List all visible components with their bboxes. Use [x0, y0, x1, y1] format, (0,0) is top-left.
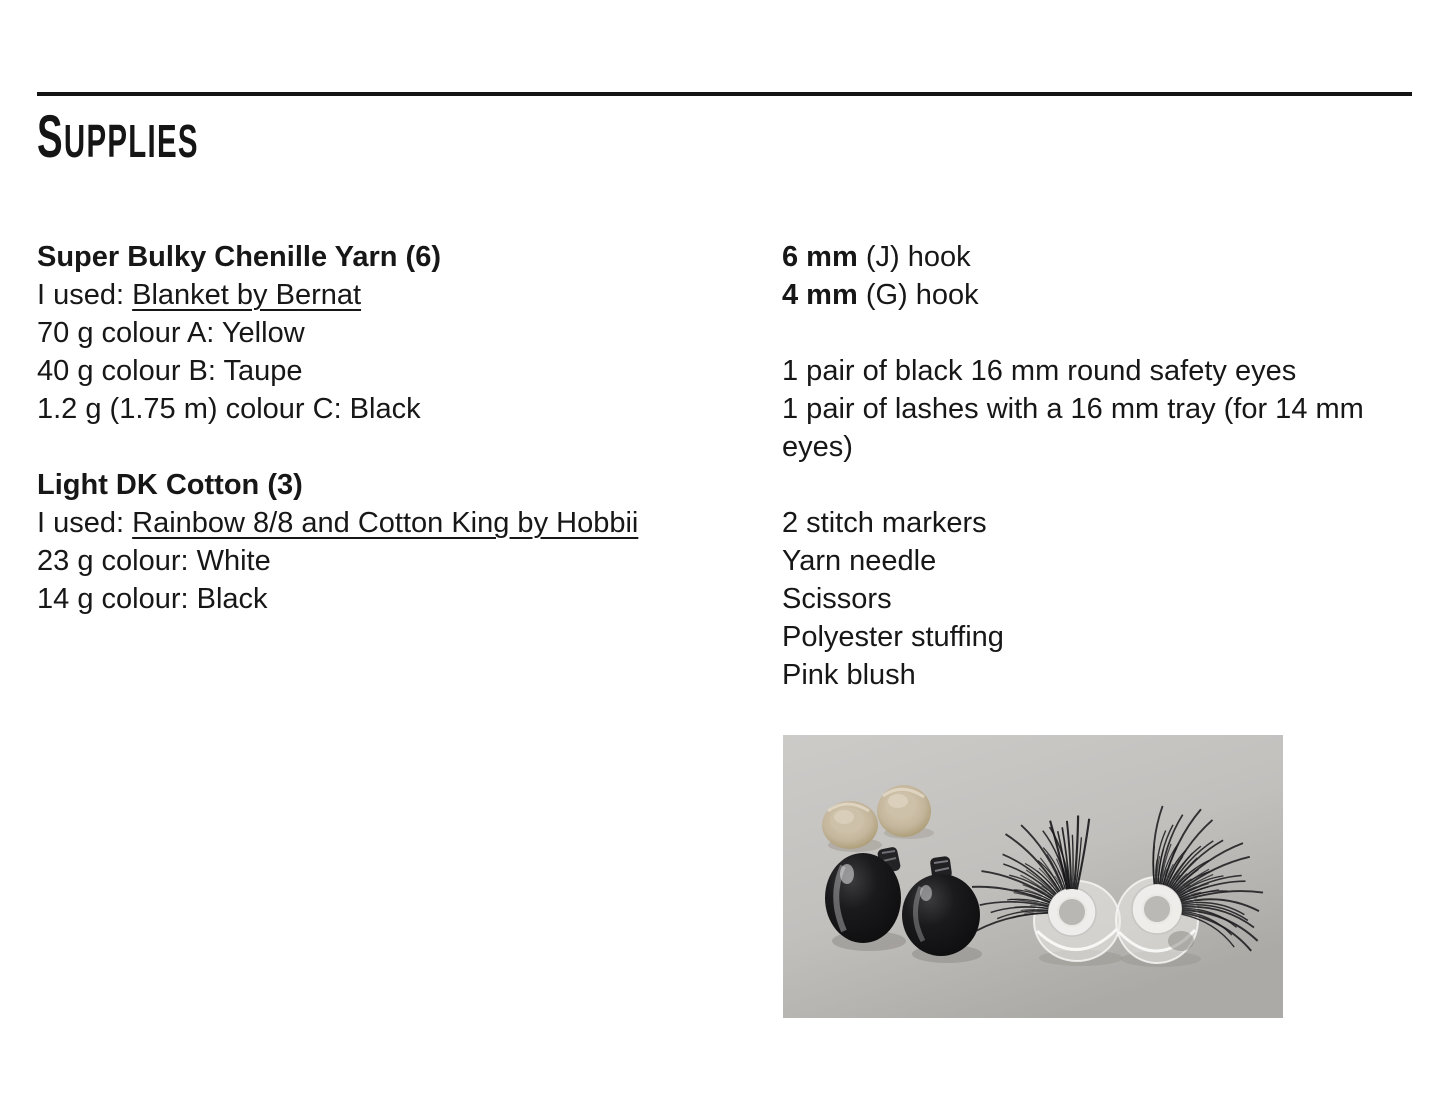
dk-cotton-link[interactable]: Rainbow 8/8 and Cotton King by Hobbii: [132, 507, 639, 539]
hook-line: [782, 276, 1427, 314]
supply-line: 14 g colour: Black: [37, 583, 268, 615]
supply-line: Yarn needle: [782, 545, 937, 577]
right-column: [782, 238, 1427, 694]
supply-line: 40 g colour B: Taupe: [37, 355, 303, 387]
divider-line: [37, 92, 1412, 96]
supply-line: Polyester stuffing: [782, 621, 1004, 653]
bulky-yarn-link[interactable]: Blanket by Bernat: [132, 279, 362, 311]
dk-cotton-used-line: [37, 504, 638, 542]
line-gap: [782, 314, 1427, 352]
bulky-yarn-used-line: [37, 276, 638, 314]
supply-line: Pink blush: [782, 659, 916, 691]
page-title: [37, 103, 199, 170]
hook-size: 4 mm: [782, 279, 858, 311]
section-title-bulky-yarn: Super Bulky Chenille Yarn (6): [37, 241, 441, 273]
supply-line: 1.2 g (1.75 m) colour C: Black: [37, 393, 421, 425]
supply-line: Scissors: [782, 583, 892, 615]
hook-rest: (G) hook: [857, 279, 979, 311]
used-prefix: I used:: [37, 279, 133, 311]
supply-line: 23 g colour: White: [37, 545, 271, 577]
supply-line: 2 stitch markers: [782, 507, 987, 539]
supply-line: 1 pair of black 16 mm round safety eyes: [782, 355, 1297, 387]
hook-line: [782, 238, 1427, 276]
page-title-rest: UPPLIES: [63, 115, 199, 167]
supplies-photo-image: [783, 735, 1283, 1018]
hook-size: 6 mm: [782, 241, 858, 273]
page-title-initial: S: [37, 103, 64, 170]
line-gap: [37, 428, 638, 466]
supply-line: 70 g colour A: Yellow: [37, 317, 305, 349]
section-title-dk-cotton: Light DK Cotton (3): [37, 469, 303, 501]
used-prefix: I used:: [37, 507, 133, 539]
supply-line: 1 pair of lashes with a 16 mm tray (for 14 mm eyes): [782, 393, 1364, 463]
line-gap: [782, 466, 1427, 504]
supplies-photo: [783, 735, 1283, 1018]
hook-rest: (J) hook: [857, 241, 971, 273]
left-column: [37, 238, 638, 618]
